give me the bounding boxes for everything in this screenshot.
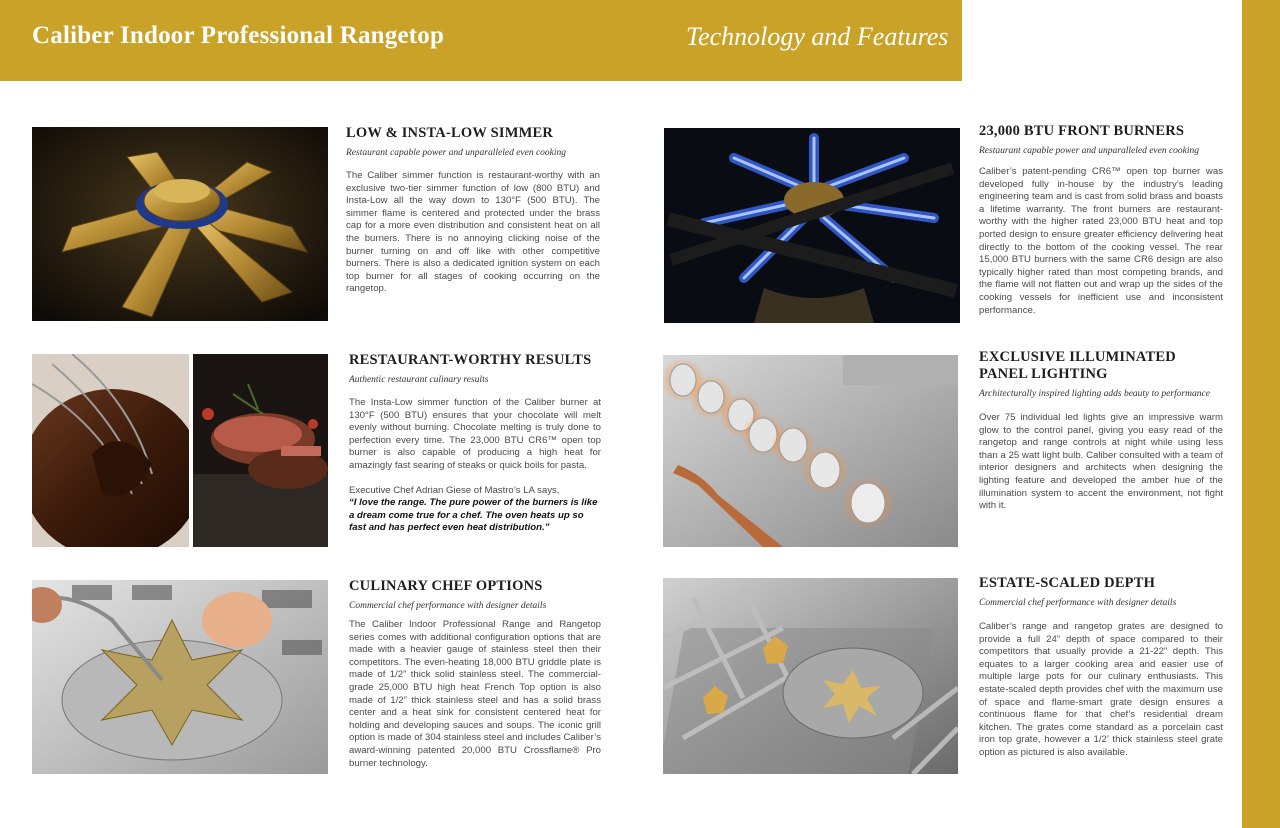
- grates-depth-photo: [663, 578, 958, 774]
- section-body: The Caliber simmer function is restaurant-worthy with an exclusive two-tier simmer function of low (800 BTU) and Insta-Low all the way down to 130°F (500 BTU). The simmer flame is centered and protected under the brass cap for a more even distribution and consistent heat on all the burners. There is no annoying clicking noise of the burner turning on and off like with other competitive burners. There is also a dedicated ignition system on each top burner for all stages of cooking occurring on the rangetop.: [346, 170, 600, 295]
- side-stripe: [1242, 0, 1280, 828]
- section-results: [349, 352, 601, 535]
- chocolate-photo: [32, 354, 189, 547]
- section-subtitle: Authentic restaurant culinary results: [349, 375, 489, 385]
- chef-quote: “I love the range. The pure power of the burners is like a dream come true for a chef. The oven heats up so fast and has perfect even heat distribution.”: [349, 497, 598, 534]
- section-title: 23,000 BTU FRONT BURNERS: [979, 123, 1185, 139]
- quote-intro: Executive Chef Adrian Giese of Mastro’s LA says,: [349, 484, 560, 496]
- section-estate-depth: [979, 575, 1223, 760]
- section-subtitle: Restaurant capable power and unparalleled even cooking: [979, 146, 1200, 156]
- flame-burner-photo: [664, 128, 960, 323]
- page-title: Caliber Indoor Professional Rangetop: [32, 22, 445, 49]
- page-subtitle: Technology and Features: [686, 22, 949, 51]
- section-body: The Caliber Indoor Professional Range and Rangetop series comes with additional configuration options that are made with a heavier gauge of stainless steel then their competitors. The even-heating 18,000 BTU griddle plate is made of 1/2” thick solid stainless steel. The commercial-grade 25,000 BTU high heat French Top option is also made of 1/2” thick stainless steel and has a solid brass center and a heat sink for consistent centered heat for holding and developing sauces and soups. The iconic grill option is made of 304 stainless steel and includes Caliber’s award-winning patented 20,000 BTU Crossflame® Pro burner technology.: [349, 619, 601, 769]
- steak-photo: [193, 354, 328, 547]
- section-title: CULINARY CHEF OPTIONS: [349, 578, 543, 594]
- section-body: Over 75 individual led lights give an impressive warm glow to the control panel, giving you easy read of the rangetop and range controls at night while using less than a 25 watt light bulb. Caliber consulted with a team of interior designers and architects when designing the lighting feature and developed the amber hue of the illumination system to accent the environment, not fight with it.: [979, 412, 1223, 512]
- section-title-line2: PANEL LIGHTING: [979, 366, 1108, 382]
- section-chef-options: [349, 578, 601, 770]
- section-subtitle: Commercial chef performance with designer details: [349, 601, 547, 611]
- section-title-line1: EXCLUSIVE ILLUMINATED: [979, 349, 1176, 365]
- section-subtitle: Architecturally inspired lighting adds beauty to performance: [979, 389, 1210, 399]
- section-body: The Insta-Low simmer function of the Caliber burner at 130°F (500 BTU) ensures that your chocolate will melt evenly without burning. Chocolate melting is truly done to perfection every time. The 23,000 BTU CR6™ open top burner is also capable of producing a high heat for amazingly fast searing of steaks or quick boils for pasta.: [349, 397, 601, 471]
- brass-burner-photo: [32, 127, 328, 321]
- section-title: LOW & INSTA-LOW SIMMER: [346, 125, 554, 141]
- section-subtitle: Restaurant capable power and unparalleled even cooking: [346, 148, 567, 158]
- section-subtitle: Commercial chef performance with designer details: [979, 598, 1177, 608]
- section-title: ESTATE-SCALED DEPTH: [979, 575, 1156, 591]
- section-title: RESTAURANT-WORTHY RESULTS: [349, 352, 592, 368]
- section-body: Caliber’s patent-pending CR6™ open top burner was developed fully in-house by the industry’s leading engineering team and is cast from solid brass and boasts a lifetime warranty. The front burners are restaurant-worthy with the higher rated 23,000 BTU heat and top ported design to ensure greater efficiency delivering heat directly to the bottom of the cooking vessel. The rear 15,000 BTU burners with the same CR6 design are also typically higher rated than most competing brands, and the flame will not flatten out and wrap up the sides of the cooking vessels for inefficient use and inconsistent performance.: [979, 166, 1223, 316]
- control-knobs-photo: [663, 355, 958, 547]
- section-panel-lighting: [979, 349, 1223, 513]
- french-top-photo: [32, 580, 328, 774]
- section-front-burners: [979, 123, 1223, 317]
- section-simmer: [346, 125, 600, 296]
- section-body: Caliber’s range and rangetop grates are designed to provide a full 24” depth of space compared to their competitors that usually provide a 21-22” depth. This equates to a larger cooking area and easier use of multiple large pots for our culinary enthusiasts. This estate-scaled depth provides chef with the maximum use of space and flame-smart grate design ensures a continuous flame for that chef’s residential dream kitchen. The grates come standard as a porcelain cast iron top grate, however a 1/2’ thick stainless steel grate option as pictured is also available.: [979, 621, 1223, 758]
